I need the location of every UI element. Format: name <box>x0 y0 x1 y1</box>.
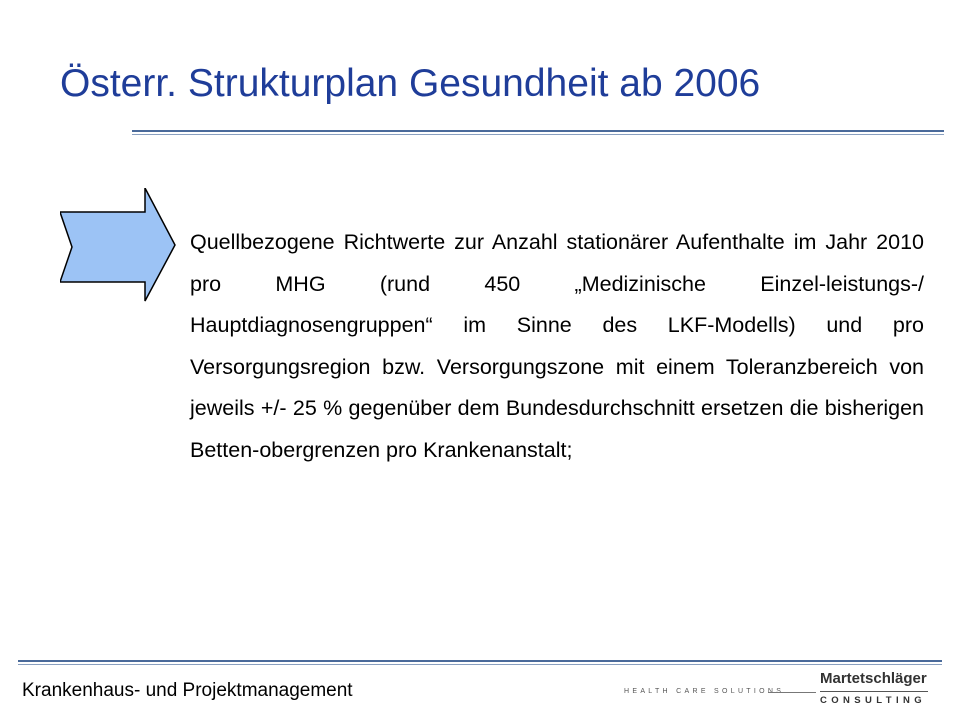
logo-divider-left <box>768 692 816 693</box>
logo-subtitle: CONSULTING <box>820 695 927 706</box>
title-divider <box>132 130 944 135</box>
slide-title: Österr. Strukturplan Gesundheit ab 2006 <box>60 62 761 105</box>
footer-text: Krankenhaus- und Projektmanagement <box>22 680 353 701</box>
logo-tagline: HEALTH CARE SOLUTIONS <box>624 688 785 695</box>
arrow-right-icon <box>60 188 176 302</box>
logo-divider <box>820 691 928 692</box>
body-paragraph: Quellbezogene Richtwerte zur Anzahl stationärer Aufenthalte im Jahr 2010 pro MHG (rund 450 „Medizinische Einzel-leistungs-/ Hauptdiagnosengruppen“ im Sinne des LKF-Modells) und pro Versorgungsregion bzw. Versorgungszone mit einem Toleranzbereich von jeweils +/- 25 % gegenüber dem Bundesdurchschnitt ersetzen die bisherigen Betten-obergrenzen pro Krankenanstalt; <box>190 230 924 462</box>
logo-name: Martetschläger <box>820 670 927 687</box>
footer-divider <box>18 660 942 665</box>
